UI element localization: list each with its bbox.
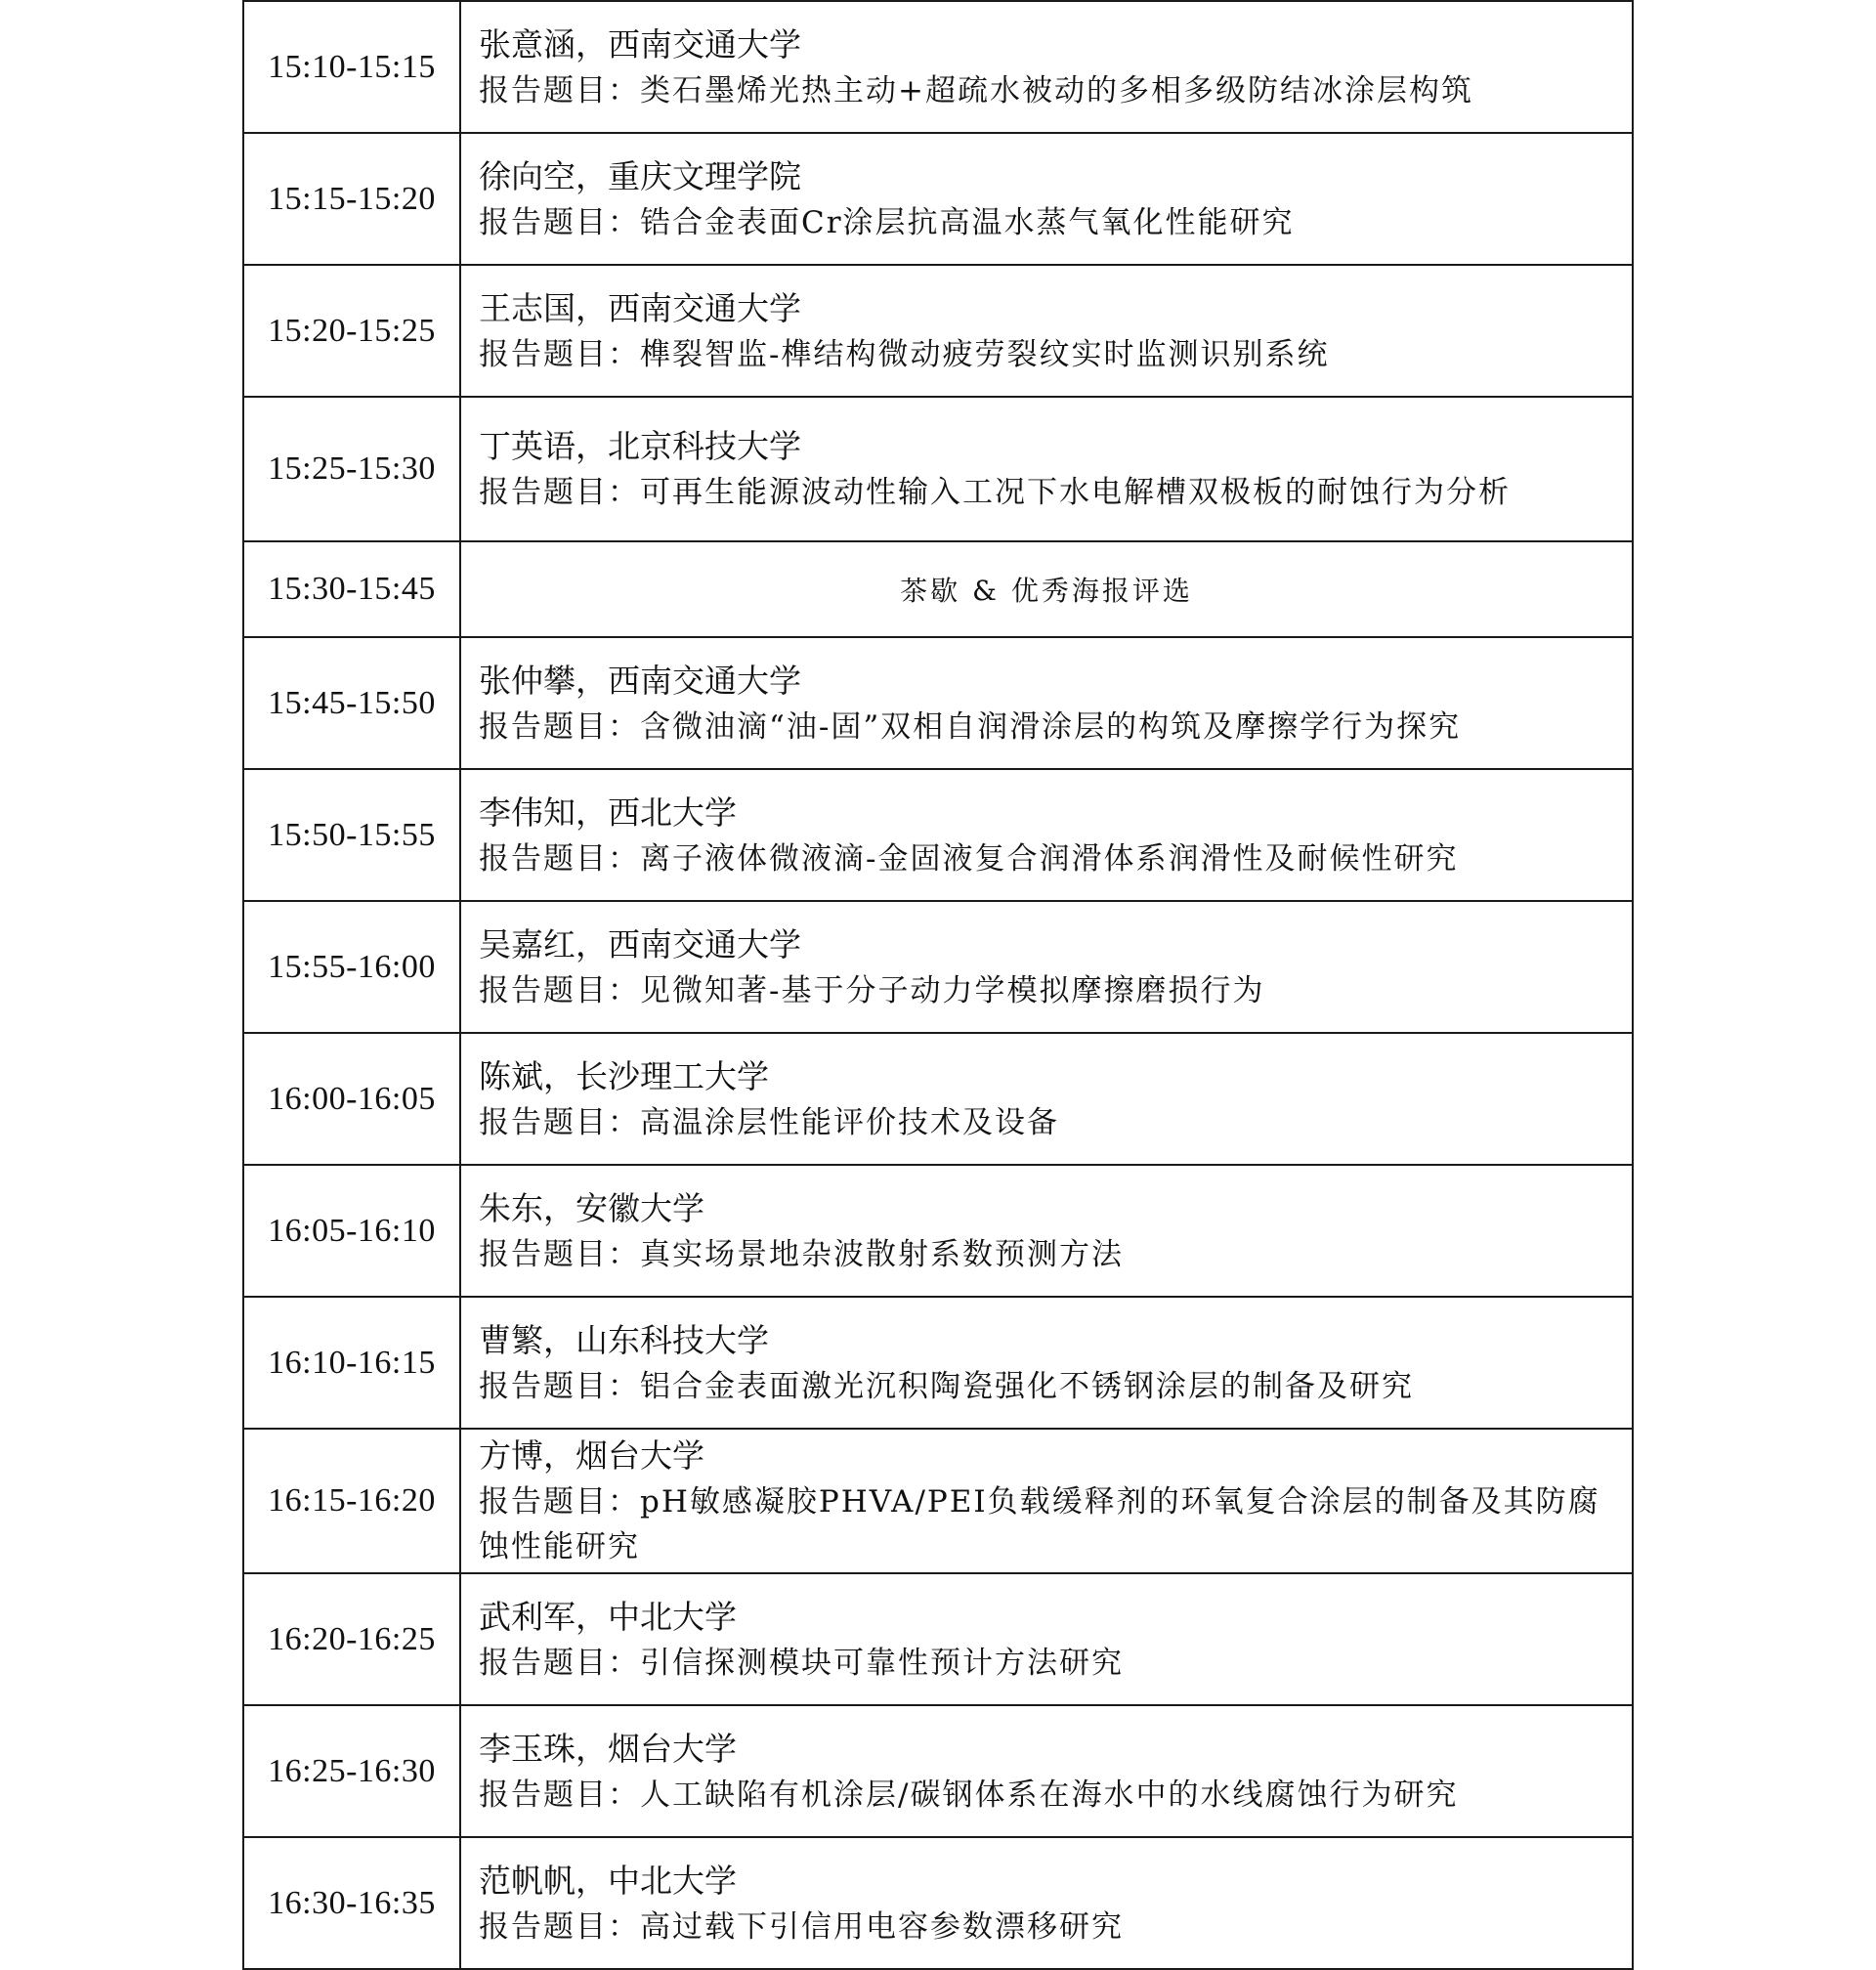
talk-cell [460,901,1633,1033]
talk-cell [460,637,1633,769]
talk-cell [460,1573,1633,1705]
table-row [243,901,1633,1033]
speaker-name: 曹繁，山东科技大学 [479,1320,769,1359]
time-slot: 15:25-15:30 [243,397,460,541]
talk-cell [460,1,1633,133]
time-slot: 16:15-16:20 [243,1429,460,1573]
talk-title: 报告题目：铝合金表面激光沉积陶瓷强化不锈钢涂层的制备及研究 [479,1368,1414,1404]
talk-title: 报告题目：榫裂智监-榫结构微动疲劳裂纹实时监测识别系统 [479,336,1330,372]
table-row [243,769,1633,901]
speaker-name: 朱东，安徽大学 [479,1188,704,1227]
table-row [243,1705,1633,1837]
talk-cell [460,133,1633,265]
table-row [243,637,1633,769]
time-slot: 16:20-16:25 [243,1573,460,1705]
speaker-name: 吴嘉红，西南交通大学 [479,924,801,964]
time-slot: 16:25-16:30 [243,1705,460,1837]
talk-cell [460,769,1633,901]
talk-cell [460,265,1633,397]
table-row [243,397,1633,541]
table-row [243,265,1633,397]
speaker-name: 范帆帆，中北大学 [479,1861,737,1900]
talk-cell [460,1033,1633,1165]
talk-title: 报告题目：离子液体微液滴-金固液复合润滑体系润滑性及耐候性研究 [479,840,1459,877]
table-row [243,1573,1633,1705]
talk-title: 报告题目：高过载下引信用电容参数漂移研究 [479,1908,1124,1945]
talk-title: 报告题目：高温涂层性能评价技术及设备 [479,1104,1059,1140]
time-slot: 15:55-16:00 [243,901,460,1033]
table-row [243,1297,1633,1429]
talk-title: 报告题目：可再生能源波动性输入工况下水电解槽双极板的耐蚀行为分析 [479,475,1511,510]
table-row [243,1033,1633,1165]
talk-title: 报告题目：人工缺陷有机涂层/碳钢体系在海水中的水线腐蚀行为研究 [479,1777,1459,1813]
talk-cell [460,1837,1633,1969]
talk-title: 报告题目：见微知著-基于分子动力学模拟摩擦磨损行为 [479,972,1265,1008]
speaker-name: 徐向空，重庆文理学院 [479,156,801,195]
time-slot: 15:20-15:25 [243,265,460,397]
table-row [243,133,1633,265]
speaker-name: 李玉珠，烟台大学 [479,1729,737,1768]
time-slot: 16:00-16:05 [243,1033,460,1165]
time-slot: 15:10-15:15 [243,1,460,133]
time-slot: 15:15-15:20 [243,133,460,265]
talk-cell [460,1165,1633,1297]
speaker-name: 陈斌，长沙理工大学 [479,1056,769,1095]
time-slot: 16:05-16:10 [243,1165,460,1297]
speaker-name: 李伟知，西北大学 [479,792,737,832]
talk-title: 报告题目：真实场景地杂波散射系数预测方法 [479,1236,1124,1272]
speaker-name: 方博，烟台大学 [479,1436,704,1475]
break-label: 茶歇 & 优秀海报评选 [460,541,1633,637]
table-row [243,1165,1633,1297]
speaker-name: 武利军，中北大学 [479,1597,737,1636]
time-slot: 15:50-15:55 [243,769,460,901]
time-slot: 15:30-15:45 [243,541,460,637]
schedule-table [242,0,1634,1970]
time-slot: 15:45-15:50 [243,637,460,769]
speaker-name: 张仲攀，西南交通大学 [479,661,801,700]
time-slot: 16:10-16:15 [243,1297,460,1429]
talk-cell [460,1705,1633,1837]
table-row [243,1,1633,133]
talk-title: 报告题目：pH敏感凝胶PHVA/PEI负载缓释剂的环氧复合涂层的制备及其防腐蚀性能研究 [479,1484,1600,1564]
table-row [243,1429,1633,1573]
table-row [243,1837,1633,1969]
speaker-name: 丁英语，北京科技大学 [479,427,801,465]
talk-title: 报告题目：含微油滴“油-固”双相自润滑涂层的构筑及摩擦学行为探究 [479,708,1462,745]
break-row [243,541,1633,637]
time-slot: 16:30-16:35 [243,1837,460,1969]
talk-title: 报告题目：锆合金表面Cr涂层抗高温水蒸气氧化性能研究 [479,204,1295,240]
talk-cell [460,1429,1633,1573]
talk-title: 报告题目：类石墨烯光热主动+超疏水被动的多相多级防结冰涂层构筑 [479,72,1473,108]
speaker-name: 王志国，西南交通大学 [479,288,801,327]
speaker-name: 张意涵，西南交通大学 [479,24,801,64]
talk-cell [460,1297,1633,1429]
talk-title: 报告题目：引信探测模块可靠性预计方法研究 [479,1645,1124,1681]
talk-cell [460,397,1633,541]
